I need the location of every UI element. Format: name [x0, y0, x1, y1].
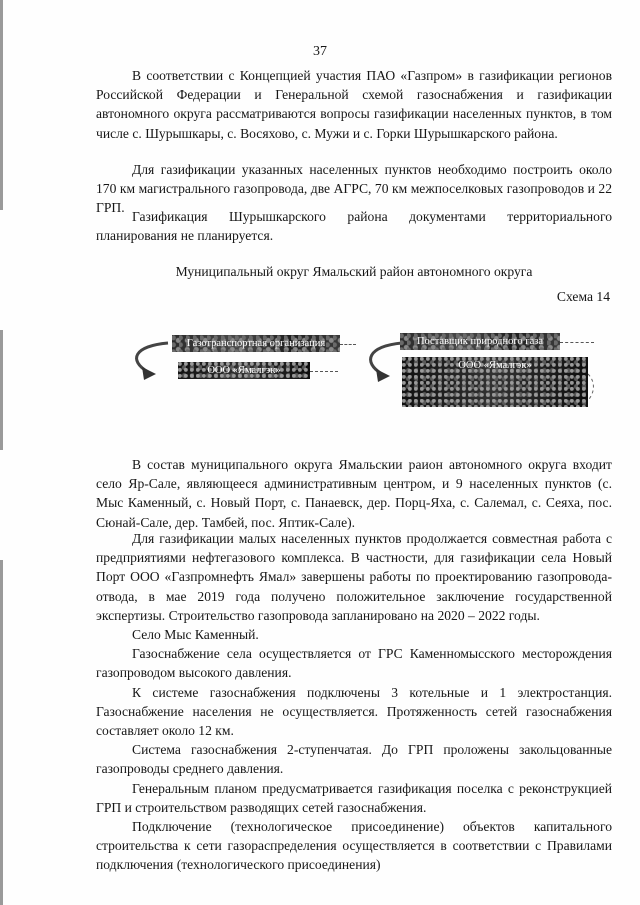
gas-supply-diagram: [120, 322, 600, 412]
paragraph: Для газификации малых населенных пунктов продолжается совместная работа с предприятиями нефтегазового комплекса. В частности, для газификации села Новый Порт ООО «Газпромнефть Ямал» завершены работы по проектированию газопровода-отвода, в мае 2019 года получено положительное заключение государственной экспертизы. Строительство газопровода запланировано на 2020 – 2022 годы.: [96, 531, 612, 623]
paragraph: В состав муниципального округа Ямальскии раион автономного округа входит село Яр-Сале, являющееся административным центром, и 9 населенных пунктов (с. Мыс Каменный, с. Новый Порт, с. Панаевск, дер. Порц-Яха, с. Салемал, с. Сеяха, пос. Сюнай-Сале, дер. Тамбей, пос. Яптик-Сале).: [96, 457, 612, 530]
paragraph: Подключение (технологическое присоединение) объектов капитального строительства к сети газораспределения осуществляется в соответствии с Правилами подключения (технологического присоединения): [96, 819, 612, 873]
dash-line: [310, 371, 338, 372]
paragraph: Генеральным планом предусматривается газификация поселка с реконструкцией ГРП и строительством разводящих сетей газоснабжения.: [96, 781, 612, 816]
scan-edge: [0, 560, 3, 905]
gas-supplier-box: Поставщик природного газа: [400, 333, 560, 350]
scan-edge: [0, 330, 3, 450]
paragraph: В соответствии с Концепцией участия ПАО «Газпром» в газификации регионов Российской Федерации и Генеральной схемой газоснабжения и газификации автономного округа рассматриваются вопросы газификации населенных пунктов, в том числе с. Шурышкары, с. Восяхово, с. Мужи и с. Горки Шурышкарского района.: [96, 68, 612, 141]
dash-line: [340, 344, 356, 345]
page-number: 37: [313, 44, 327, 59]
arrow-head-right: [376, 369, 390, 382]
paragraph: Для газификации указанных населенных пунктов необходимо построить около 170 км магистрального газопровода, две АГРС, 70 км межпоселковых газопроводов и 22 ГРП.: [96, 162, 612, 216]
scan-edge: [0, 0, 3, 210]
yamalgek-box-left: ООО «Ямалгэк»: [178, 362, 310, 379]
paragraph: Газоснабжение села осуществляется от ГРС Каменномысского месторождения газопроводом высокого давления.: [96, 646, 612, 681]
paragraph: К системе газоснабжения подключены 3 котельные и 1 электростанция. Газоснабжение населения не осуществляется. Протяженность сетей газоснабжения составляет около 12 км.: [96, 685, 612, 739]
dash-line: [560, 342, 594, 343]
arrow-head-left: [142, 367, 156, 380]
paragraph: Система газоснабжения 2-ступенчатая. До ГРП проложены закольцованные газопроводы среднего давления.: [96, 742, 612, 777]
gas-transport-org-box: Газотранспортная организация: [172, 335, 340, 352]
paragraph: Село Мыс Каменный.: [132, 627, 259, 642]
arrow-curve-left: [137, 343, 168, 372]
arrow-curve-right: [371, 343, 402, 374]
scheme-label: Схема 14: [556, 289, 610, 304]
yamalgek-box-right: ООО «Ямалгэк»: [402, 357, 588, 407]
paragraph: Газификация Шурышкарского района документами территориального планирования не планируется.: [96, 209, 612, 244]
section-heading: Муниципальный округ Ямальский район автономного округа: [175, 264, 533, 279]
